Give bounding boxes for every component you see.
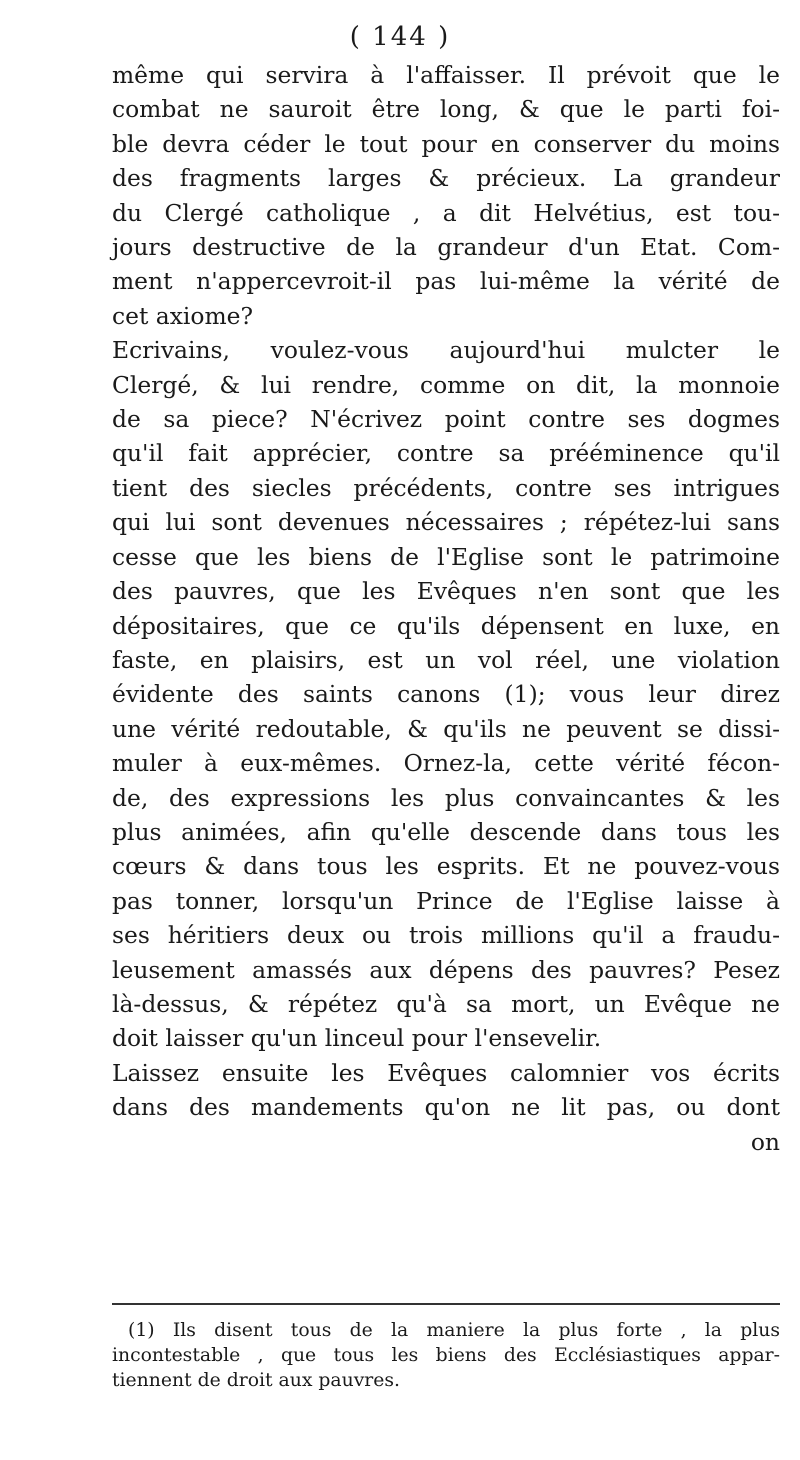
text-line: des fragments larges & précieux. La grandeur (112, 164, 780, 193)
text-line: tient des siecles précédents, contre ses intrigues (112, 473, 780, 502)
text-line: ment n'appercevroit-il pas lui-même la vérité de (112, 267, 780, 296)
footnote (112, 1318, 780, 1393)
text-line: leusement amassés aux dépens des pauvres? Pesez (112, 955, 780, 984)
text-line: muler à eux-mêmes. Ornez-la, cette vérité fécon- (112, 749, 780, 778)
text-line: du Clergé catholique , a dit Helvétius, est tou- (112, 198, 780, 227)
body-text (112, 58, 780, 1159)
text-line: combat ne sauroit être long, & que le parti foi- (112, 95, 780, 124)
text-line: pas tonner, lorsqu'un Prince de l'Eglise laisse à (112, 886, 780, 915)
text-line: qu'il fait apprécier, contre sa prééminence qu'il (112, 439, 780, 468)
text-line: qui lui sont devenues nécessaires ; répétez-lui sans (112, 508, 780, 537)
text-line: de, des expressions les plus convaincantes & les (112, 783, 780, 812)
text-line: dépositaires, que ce qu'ils dépensent en luxe, en (112, 611, 780, 640)
text-line: jours destructive de la grandeur d'un Etat. Com- (112, 233, 780, 262)
text-line: cet axiome? (112, 301, 254, 330)
text-line: plus animées, afin qu'elle descende dans tous les (112, 817, 780, 846)
text-line: faste, en plaisirs, est un vol réel, une violation (112, 645, 780, 674)
text-line: ble devra céder le tout pour en conserver du moins (112, 129, 780, 158)
footnote-line: tiennent de droit aux pauvres. (112, 1370, 401, 1391)
text-line: de sa piece? N'écrivez point contre ses dogmes (112, 405, 780, 434)
text-line: cœurs & dans tous les esprits. Et ne pouvez-vous (112, 852, 780, 881)
text-line: Ecrivains, voulez-vous aujourd'hui mulcter le (112, 336, 780, 365)
text-line: doit laisser qu'un linceul pour l'ensevelir. (112, 1024, 602, 1053)
text-line: là-dessus, & répétez qu'à sa mort, un Evêque ne (112, 989, 780, 1018)
text-line: des pauvres, que les Evêques n'en sont que les (112, 577, 780, 606)
text-line: ses héritiers deux ou trois millions qu'il a fraudu- (112, 921, 780, 950)
footnote-divider (112, 1303, 780, 1305)
text-line: dans des mandements qu'on ne lit pas, ou dont (112, 1093, 780, 1122)
text-line: évidente des saints canons (1); vous leur direz (112, 680, 780, 709)
text-line: Laissez ensuite les Evêques calomnier vos écrits (112, 1058, 780, 1087)
text-line: Clergé, & lui rendre, comme on dit, la monnoie (112, 370, 780, 399)
footnote-line: (1) Ils disent tous de la maniere la plus forte , la plus (128, 1320, 780, 1341)
catchword: on (750, 1127, 780, 1156)
page-number: ( 144 ) (349, 22, 451, 52)
footnote-line: incontestable , que tous les biens des Ecclésiastiques appar- (112, 1345, 780, 1366)
text-line: cesse que les biens de l'Eglise sont le patrimoine (112, 542, 780, 571)
text-line: même qui servira à l'affaisser. Il prévoit que le (112, 61, 780, 89)
text-line: une vérité redoutable, & qu'ils ne peuvent se dissi- (112, 714, 780, 743)
